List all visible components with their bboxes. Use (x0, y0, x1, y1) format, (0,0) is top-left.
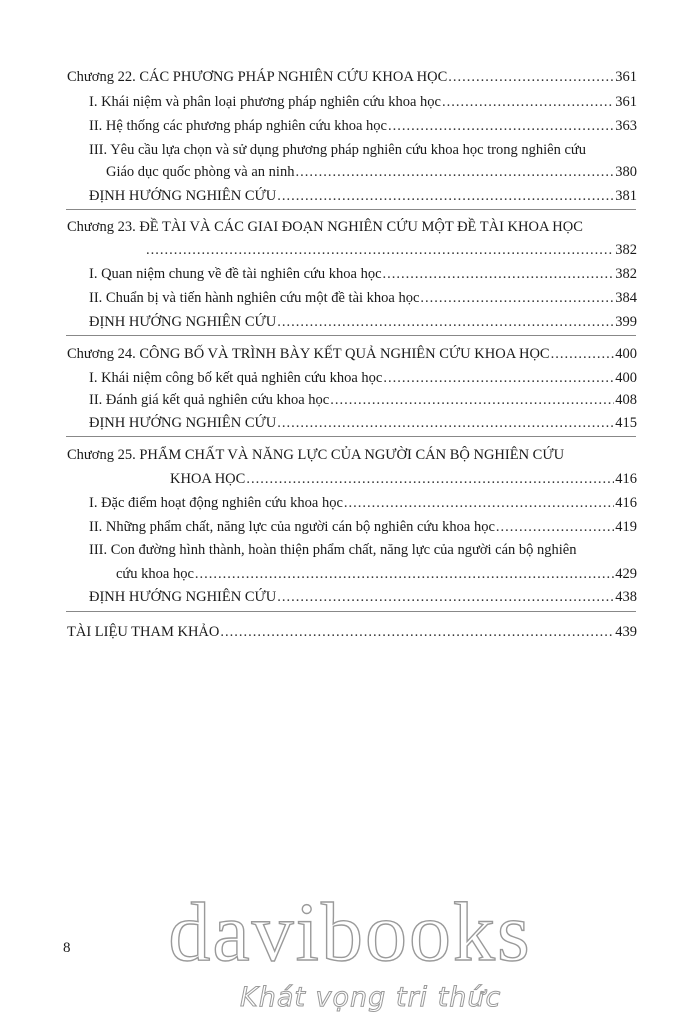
dot-leader (442, 93, 614, 111)
toc-entry-title: ĐỊNH HƯỚNG NGHIÊN CỨU (89, 415, 277, 431)
toc-page-number: 399 (615, 314, 637, 330)
dot-leader (383, 265, 615, 283)
section-divider (66, 209, 636, 210)
toc-entry (89, 391, 637, 409)
toc-entry (89, 494, 637, 512)
watermark-brand: davibooks (168, 886, 532, 979)
toc-entry (89, 588, 637, 606)
dot-leader (277, 414, 614, 432)
section-divider (66, 436, 636, 437)
toc-entry-title: II. Chuẩn bị và tiến hành nghiên cứu một đề tài khoa học (89, 290, 420, 306)
toc-chapter-25 (170, 470, 637, 488)
toc-entry-title: ĐỊNH HƯỚNG NGHIÊN CỨU (89, 188, 277, 204)
toc-page-number: 384 (615, 290, 637, 306)
toc-entry (89, 187, 637, 205)
watermark-slogan: Khát vọng tri thức (240, 982, 502, 1013)
toc-entry-title: ĐỊNH HƯỚNG NGHIÊN CỨU (89, 314, 277, 330)
toc-entry-title: TÀI LIỆU THAM KHẢO (67, 624, 220, 640)
toc-entry (116, 565, 637, 583)
toc-entry-title: I. Đặc điểm hoạt động nghiên cứu khoa học (89, 495, 343, 511)
toc-chapter-25-title: Chương 25. PHẨM CHẤT VÀ NĂNG LỰC CỦA NGƯỜI CÁN BỘ NGHIÊN CỨU (67, 447, 565, 463)
toc-entry (89, 265, 637, 283)
toc-entry (106, 163, 637, 181)
dot-leader (496, 518, 614, 536)
dot-leader (448, 68, 614, 86)
toc-entry-title: I. Khái niệm công bố kết quả nghiên cứu khoa học (89, 370, 383, 386)
toc-page-number: 400 (615, 370, 637, 386)
toc-page-number: 408 (615, 392, 637, 408)
toc-entry-title: cứu khoa học (116, 566, 194, 582)
dot-leader (277, 313, 614, 331)
toc-entry-title: Chương 24. CÔNG BỐ VÀ TRÌNH BÀY KẾT QUẢ NGHIÊN CỨU KHOA HỌC (67, 346, 550, 362)
dot-leader (551, 345, 615, 363)
page-number: 8 (63, 940, 71, 956)
toc-chapter-22 (67, 68, 637, 86)
toc-entry-title-line1: III. Con đường hình thành, hoàn thiện phẩm chất, năng lực của người cán bộ nghiên (89, 542, 577, 558)
toc-entry (89, 369, 637, 387)
toc-entry (89, 414, 637, 432)
toc-entry (89, 117, 637, 135)
toc-references (67, 623, 637, 641)
toc-page-number: 419 (615, 519, 637, 535)
toc-entry-title: Giáo dục quốc phòng và an ninh (106, 164, 295, 180)
toc-page-number: 380 (615, 164, 637, 180)
toc-page-number: 416 (615, 495, 637, 511)
toc-page-number: 438 (615, 589, 637, 605)
toc-entry-title: II. Đánh giá kết quả nghiên cứu khoa học (89, 392, 330, 408)
toc-page-number: 400 (615, 346, 637, 362)
toc-entry (89, 313, 637, 331)
dot-leader (220, 623, 614, 641)
dot-leader (420, 289, 614, 307)
toc-entry-title: Chương 22. CÁC PHƯƠNG PHÁP NGHIÊN CỨU KHOA HỌC (67, 69, 448, 85)
toc-page-number: 361 (615, 69, 637, 85)
toc-entry-title: I. Quan niệm chung về đề tài nghiên cứu khoa học (89, 266, 382, 282)
toc-entry (89, 289, 637, 307)
toc-chapter-23-title: Chương 23. ĐỀ TÀI VÀ CÁC GIAI ĐOẠN NGHIÊN CỨU MỘT ĐỀ TÀI KHOA HỌC (67, 219, 583, 235)
toc-page-number: 382 (615, 266, 637, 282)
section-divider (66, 335, 636, 336)
toc-entry-title: ĐỊNH HƯỚNG NGHIÊN CỨU (89, 589, 277, 605)
toc-entry-title: I. Khái niệm và phân loại phương pháp nghiên cứu khoa học (89, 94, 441, 110)
toc-page-number: 415 (615, 415, 637, 431)
dot-leader (383, 369, 614, 387)
toc-page-number: 439 (615, 624, 637, 640)
toc-entry (89, 93, 637, 111)
dot-leader (195, 565, 614, 583)
toc-entry (89, 518, 637, 536)
toc-page-number: 363 (615, 118, 637, 134)
dot-leader (246, 470, 614, 488)
dot-leader (330, 391, 614, 409)
toc-entry-title: II. Những phẩm chất, năng lực của người cán bộ nghiên cứu khoa học (89, 519, 495, 535)
toc-page-number: 416 (615, 471, 637, 487)
section-divider (66, 611, 636, 612)
dot-leader (344, 494, 614, 512)
toc-page-number: 382 (615, 242, 637, 258)
dot-leader (295, 163, 614, 181)
toc-page-number: 429 (615, 566, 637, 582)
toc-chapter-23 (145, 241, 637, 259)
dot-leader (277, 588, 614, 606)
dot-leader (388, 117, 614, 135)
toc-page-number: 361 (615, 94, 637, 110)
toc-chapter-24 (67, 345, 637, 363)
toc-page-number: 381 (615, 188, 637, 204)
toc-entry-title: II. Hệ thống các phương pháp nghiên cứu khoa học (89, 118, 387, 134)
toc-entry-title: KHOA HỌC (170, 471, 246, 487)
dot-leader (146, 241, 614, 259)
dot-leader (277, 187, 614, 205)
toc-entry-title-line1: III. Yêu cầu lựa chọn và sử dụng phương pháp nghiên cứu khoa học trong nghiên cứu (89, 142, 587, 158)
